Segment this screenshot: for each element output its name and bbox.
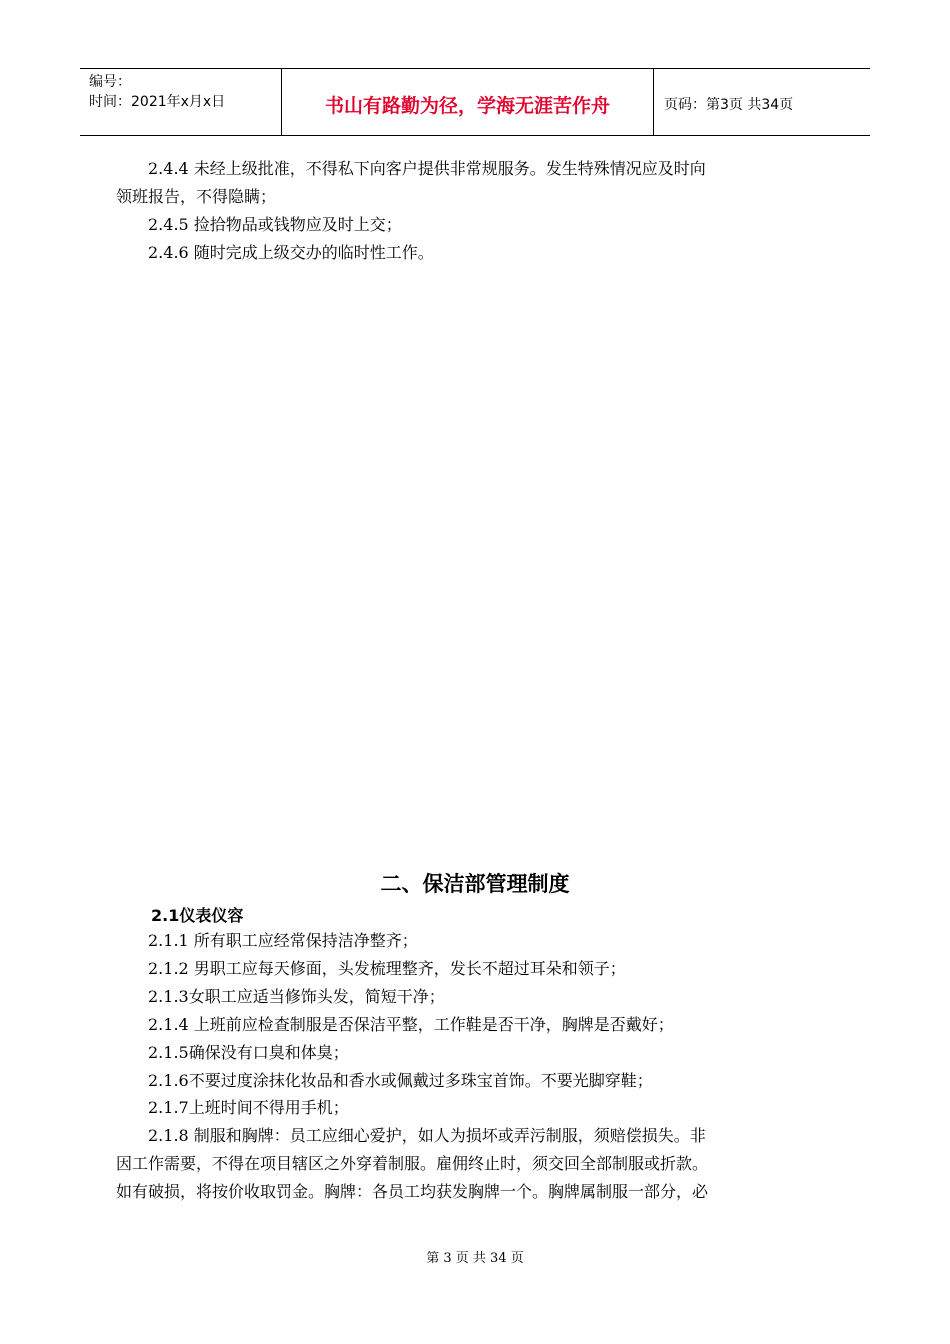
paragraph-line: 2.1.3女职工应适当修饰头发，简短干净； (116, 987, 445, 1006)
paragraph-line: 2.1.5确保没有口臭和体臭； (116, 1043, 349, 1062)
paragraph-line: 领班报告，不得隐瞒； (116, 187, 277, 206)
paragraph-line: 2.4.6 随时完成上级交办的临时性工作。 (116, 243, 434, 262)
paragraph-line: 2.1.2 男职工应每天修面，头发梳理整齐，发长不超过耳朵和领子； (116, 959, 626, 978)
paragraph-line: 2.1.4 上班前应检查制服是否保洁平整，工作鞋是否干净，胸牌是否戴好； (116, 1015, 674, 1034)
paragraph-line: 如有破损，将按价收取罚金。胸牌：各员工均获发胸牌一个。胸牌属制服一部分，必 (116, 1182, 709, 1201)
page-footer: 第 3 页 共 34 页 (426, 1251, 524, 1266)
subsection-heading: 2.1仪表仪容 (151, 906, 244, 925)
paragraph-line: 2.1.1 所有职工应经常保持洁净整齐； (116, 931, 418, 950)
document-number-label: 编号： (89, 74, 131, 90)
paragraph-line: 2.1.6不要过度涂抹化妆品和香水或佩戴过多珠宝首饰。不要光脚穿鞋； (116, 1071, 653, 1090)
paragraph-line: 2.4.5 捡拾物品或钱物应及时上交； (116, 215, 402, 234)
section-title: 二、保洁部管理制度 (380, 872, 570, 896)
paragraph-line: 2.1.7上班时间不得用手机； (116, 1098, 349, 1117)
paragraph-line: 2.4.4 未经上级批准，不得私下向客户提供非常规服务。发生特殊情况应及时向 (116, 159, 706, 178)
header-info-cell (80, 69, 282, 135)
paragraph-line: 2.1.8 制服和胸牌：员工应细心爱护，如人为损坏或弄污制服，须赔偿损失。非 (116, 1126, 706, 1145)
page-header (80, 68, 870, 136)
header-page-number: 页码：第3页 共34页 (664, 97, 794, 113)
header-motto: 书山有路勤为径，学海无涯苦作舟 (282, 69, 654, 135)
document-date-label: 时间：2021年x月x日 (89, 94, 226, 110)
paragraph-line: 因工作需要，不得在项目辖区之外穿着制服。雇佣终止时，须交回全部制服或折款。 (116, 1154, 709, 1173)
